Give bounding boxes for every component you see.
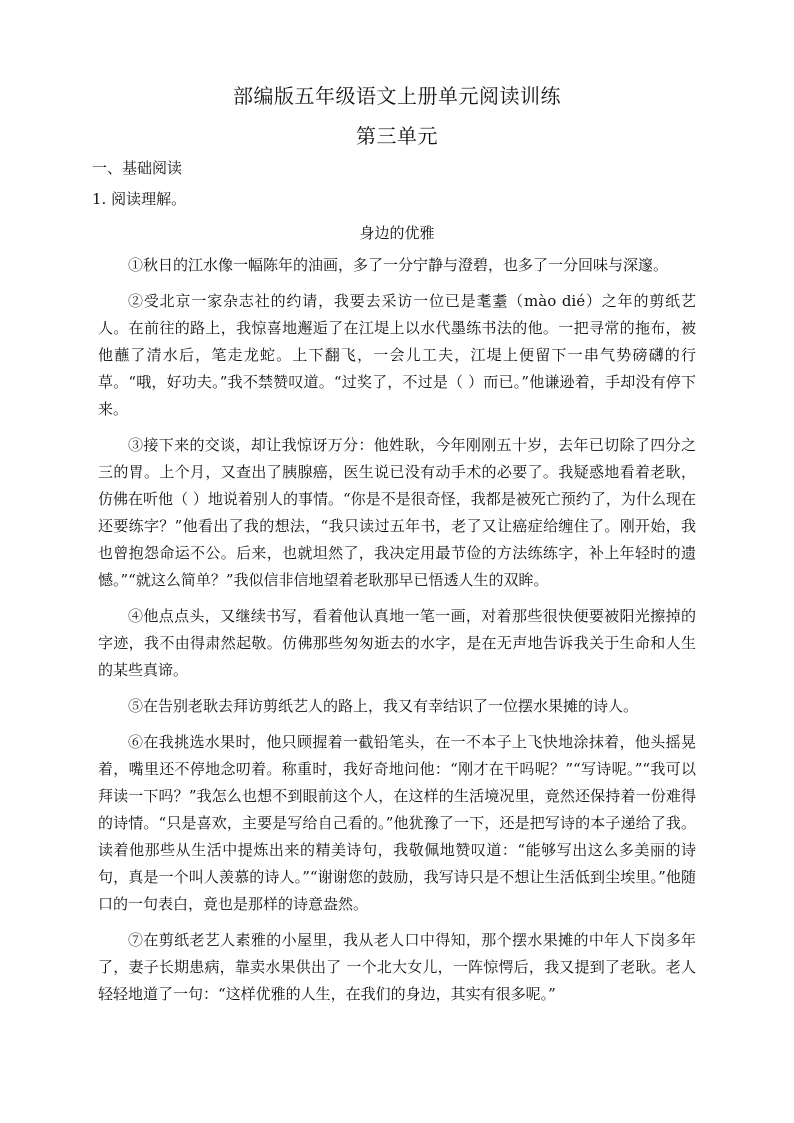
paragraph-2: ②受北京一家杂志社的约请，我要去采访一位已是耄耋（mào dié）之年的剪纸艺人。在前往的路上，我惊喜地邂逅了在江堤上以水代墨练书法的他。一把寻常的拖布，被他蘸了清水后，笔走龙蛇。上下翻飞，一会儿工夫，江堤上便留下一串气势磅礴的行草。“哦，好功夫。”我不禁赞叹道。“过奖了，不过是（ ）而已。”他谦逊着，手却没有停下来。 [98,292,696,418]
document-title: 部编版五年级语文上册单元阅读训练 [233,84,561,108]
question-label: 1. 阅读理解。 [92,190,187,208]
paragraph-5: ⑤在告别老耿去拜访剪纸艺人的路上，我又有幸结识了一位摆水果摊的诗人。 [128,697,639,715]
paragraph-7: ⑦在剪纸老艺人素雅的小屋里，我从老人口中得知，那个摆水果摊的中年人下岗多年了，妻子长期患病，靠卖水果供出了 一个北大女儿，一阵惊愕后，我又提到了老耿。老人轻轻地道了一句：“这样优雅的人生，在我们的身边，其实有很多呢。” [98,931,696,1003]
paragraph-1: ①秋日的江水像一幅陈年的油画，多了一分宁静与澄碧，也多了一分回味与深邃。 [128,256,669,274]
paragraph-6: ⑥在我挑选水果时，他只顾握着一截铅笔头，在一不本子上飞快地涂抹着，他头摇晃着，嘴里还不停地念叨着。称重时，我好奇地问他：“刚才在干吗呢？”“写诗呢。”“我可以拜读一下吗？”我怎么也想不到眼前这个人，在这样的生活境况里，竟然还保持着一份难得的诗情。“只是喜欢，主要是写给自己看的。”他犹豫了一下，还是把写诗的本子递给了我。读着他那些从生活中提炼出来的精美诗句，我敬佩地赞叹道：“能够写出这么多美丽的诗句，真是一个叫人羡慕的诗人。”“谢谢您的鼓励，我写诗只是不想让生活低到尘埃里。”他随口的一句表白，竟也是那样的诗意盎然。 [98,733,696,913]
section-heading: 一、基础阅读 [92,159,183,177]
passage-title: 身边的优雅 [359,224,435,242]
paragraph-4: ④他点点头，又继续书写，看着他认真地一笔一画，对着那些很快便要被阳光擦掉的字迹，我不由得肃然起敬。仿佛那些匆匆逝去的水字，是在无声地告诉我关于生命和人生的某些真谛。 [98,607,696,679]
unit-title: 第三单元 [356,124,438,148]
passage-body [98,252,696,1017]
paragraph-3: ③接下来的交谈，却让我惊讶万分：他姓耿，今年刚刚五十岁，去年已切除了四分之三的胃。上个月，又查出了胰腺癌，医生说已没有动手术的必要了。我疑惑地看着老耿，仿佛在听他（ ）地说着别人的事情。“你是不是很奇怪，我都是被死亡预约了，为什么现在还要练字？”他看出了我的想法，“我只读过五年书，老了又让癌症给缠住了。刚开始，我也曾抱怨命运不公。后来，也就坦然了，我决定用最节俭的方法练练字，补上年轻时的遗憾。”“就这么简单？”我似信非信地望着老耿那早已悟透人生的双眸。 [98,436,696,589]
